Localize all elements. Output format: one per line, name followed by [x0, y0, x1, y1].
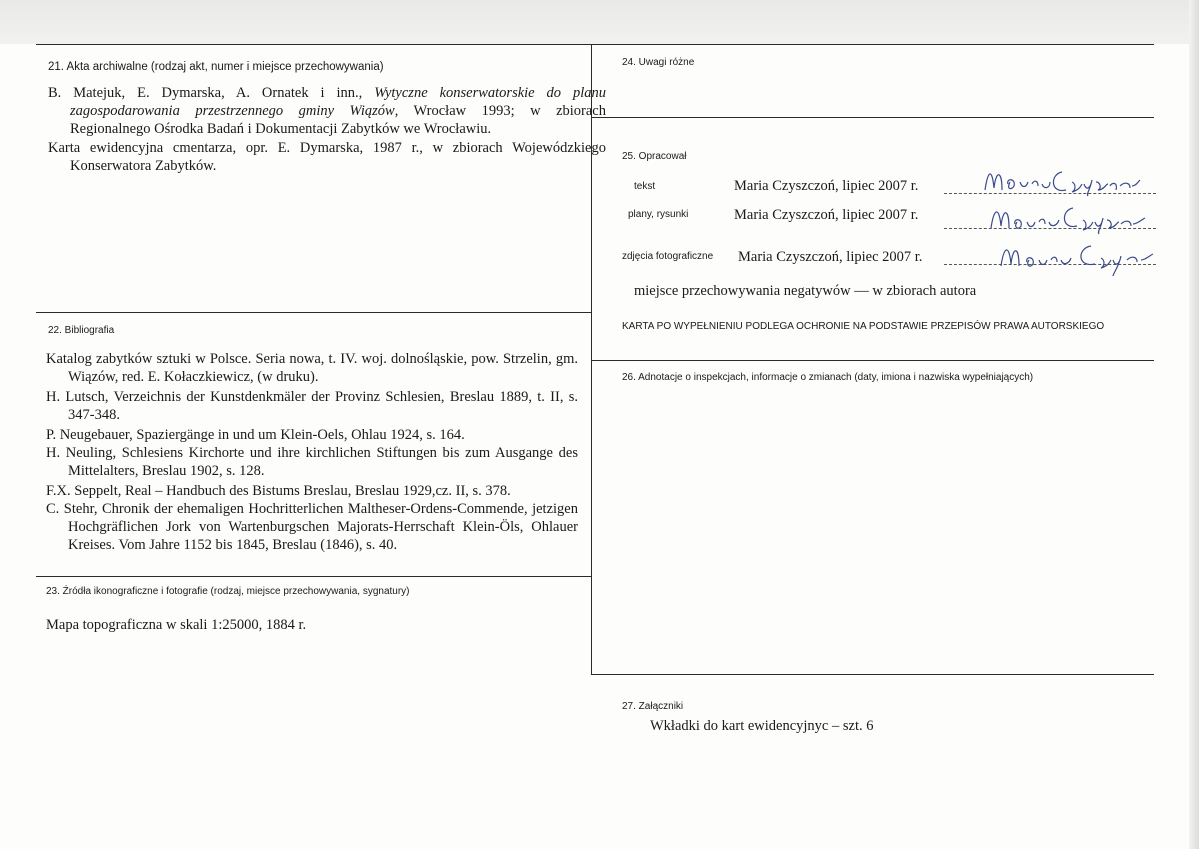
- section-27-title: 27. Załączniki: [622, 701, 684, 712]
- bibliography-entry: C. Stehr, Chronik der ehemaligen Hochritterlichen Maltheser-Ordens-Commende, jetzigen Hochgräflichen Jork von Wartenburgschen Majorats-Herrschaft Klein-Öls, Ohlauer Kreises. Vom Jahre 1152 bis 1845, Breslau (1846), s. 40.: [46, 501, 578, 553]
- divider-22-23: [36, 576, 591, 577]
- bibliography-entry: H. Neuling, Schlesiens Kirchorte und ihre kirchlichen Stiftungen bis zum Ausgange des Mittelalters, Breslau 1902, s. 128.: [46, 445, 578, 479]
- credit-label-photos: zdjęcia fotograficzne: [622, 251, 714, 262]
- section-21-entry-2: Karta ewidencyjna cmentarza, opr. E. Dymarska, 1987 r., w zbiorach Wojewódzkiego Konserwatora Zabytków.: [48, 140, 606, 174]
- section-21-title: 21. Akta archiwalne (rodzaj akt, numer i miejsce przechowywania): [48, 61, 384, 73]
- section-27-entry: Wkładki do kart ewidencyjnyc – szt. 6: [650, 718, 874, 734]
- top-rule: [36, 44, 1154, 45]
- bibliography-entry: F.X. Seppelt, Real – Handbuch des Bistums Breslau, Breslau 1929,cz. II, s. 378.: [46, 483, 511, 499]
- scan-right-edge: [1189, 0, 1199, 849]
- section-23-title: 23. Źródła ikonograficzne i fotografie (rodzaj, miejsce przechowywania, sygnatury): [46, 586, 410, 597]
- signature-2: [985, 198, 1155, 236]
- entry-1-rest: , Wrocław 1993; w zbiorach Regionalnego Ośrodka Badań i Dokumentacji Zabytków we Wrocławiu.: [70, 103, 606, 137]
- copyright-notice: KARTA PO WYPEŁNIENIU PODLEGA OCHRONIE NA PODSTAWIE PRZEPISÓW PRAWA AUTORSKIEGO: [622, 321, 1105, 332]
- entry-1-title: Wytyczne konserwatorskie do planu zagospodarowania przestrzennego gminy Wiązów: [70, 85, 607, 119]
- section-22-title: 22. Bibliografia: [48, 325, 115, 336]
- credit-value-photos: Maria Czyszczoń, lipiec 2007 r.: [738, 249, 923, 265]
- section-24-title: 24. Uwagi różne: [622, 57, 695, 68]
- credit-label-text: tekst: [634, 181, 656, 192]
- section-21-entry-1: [48, 84, 606, 138]
- bibliography-entry: P. Neugebauer, Spaziergänge in und um Klein-Oels, Ohlau 1924, s. 164.: [46, 427, 465, 443]
- section-23-entry: Mapa topograficzna w skali 1:25000, 1884 r.: [46, 617, 307, 633]
- signature-3: [995, 238, 1165, 282]
- credit-value-plans: Maria Czyszczoń, lipiec 2007 r.: [734, 207, 919, 223]
- credit-label-plans: plany, rysunki: [628, 209, 689, 220]
- section-26-title: 26. Adnotacje o inspekcjach, informacje o zmianach (daty, imiona i nazwiska wypełniających): [622, 372, 1034, 383]
- divider-21-22: [36, 312, 591, 313]
- section-25-title: 25. Opracował: [622, 151, 687, 162]
- bibliography-entry: H. Lutsch, Verzeichnis der Kunstdenkmäler der Provinz Schlesien, Breslau 1889, t. II, s. 347-348.: [46, 389, 578, 423]
- entry-1-authors: B. Matejuk, E. Dymarska, A. Ornatek i inn.,: [48, 85, 375, 101]
- negatives-note: miejsce przechowywania negatywów — w zbiorach autora: [634, 283, 977, 299]
- scan-top-margin: [0, 0, 1199, 44]
- divider-25-26: [591, 360, 1154, 361]
- divider-26-27: [591, 674, 1154, 675]
- bibliography-entry: Katalog zabytków sztuki w Polsce. Seria nowa, t. IV. woj. dolnośląskie, pow. Strzelin, gm. Wiązów, red. E. Kołaczkiewicz, (w druku).: [46, 351, 578, 385]
- credit-value-text: Maria Czyszczoń, lipiec 2007 r.: [734, 178, 919, 194]
- signature-1: [980, 160, 1150, 200]
- divider-24-25: [591, 117, 1154, 118]
